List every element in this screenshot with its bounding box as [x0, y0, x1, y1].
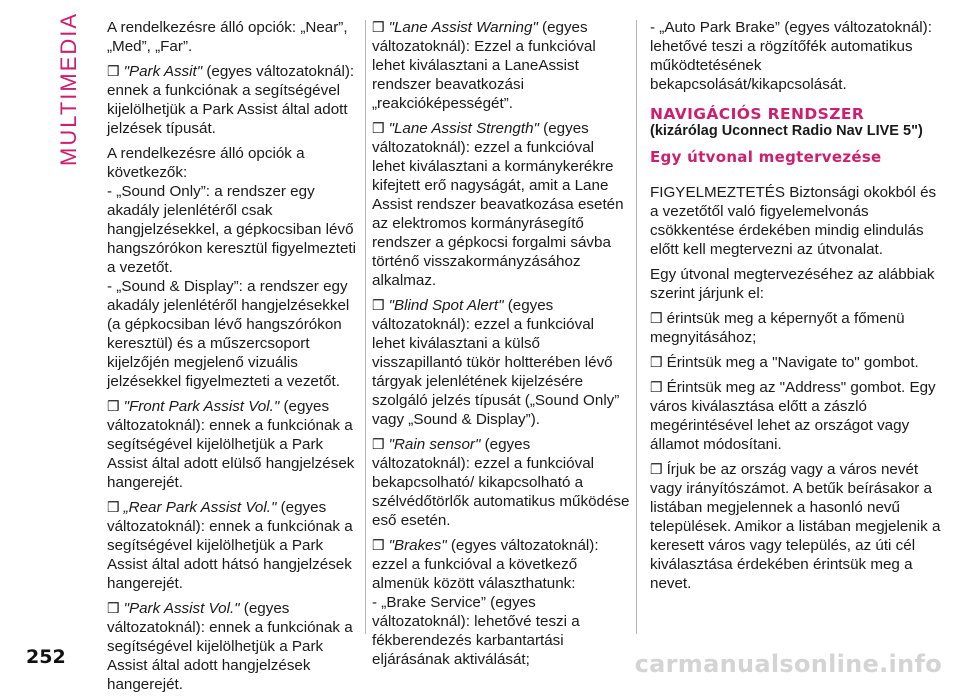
paragraph: Egy útvonal megtervezéséhez az alábbiak szerint járjunk el:: [650, 266, 935, 302]
step-text: Érintsük meg az "Address" gombot. Egy város kiválasztása előtt a zászló megérintésével lehet az országot vagy államot módosítani.: [650, 379, 936, 453]
step-item: [650, 353, 946, 372]
option-lane-assist-strength: [372, 119, 630, 290]
checkbox-bullet-icon: ❒: [372, 537, 385, 553]
column-2: [372, 18, 630, 675]
option-brakes: [372, 536, 630, 593]
section-side-tab: MULTIMEDIA: [56, 11, 81, 166]
checkbox-bullet-icon: ❒: [107, 499, 120, 515]
option-label: "Lane Assist Strength": [388, 120, 539, 137]
paragraph: - „Sound & Display”: a rendszer egy akadály jelenlétéről hangjelzésekkel (a gépkocsiban lévő hangszórókon keresztül) és a műszercsoport kijelzőjén megjelenő vizuális jelzésekkel figyelmezteti a vezetőt.: [107, 278, 350, 390]
column-divider-1: [365, 20, 366, 634]
checkbox-bullet-icon: ❒: [107, 398, 120, 414]
option-description: (egyes változatoknál): ezzel a funkcióval lehet kiválasztani a kormánykerékre kifejtett erő nagyságát, amit a Lane Assist rendszer beavatkozása esetén az elektromos kormányrásegítő rendszer a gépkocsi forgalmi sávba történő visszakormányzásához alkalmaz.: [372, 120, 624, 289]
option-label: "Blind Spot Alert": [388, 297, 504, 314]
page-number: 252: [26, 646, 66, 668]
paragraph: - „Sound Only”: a rendszer egy akadály jelenlétéről csak hangjelzésekkel, a gépkocsiban lévő hangszórókon keresztül figyelmezteti a vezetőt.: [107, 183, 357, 276]
step-text: Érintsük meg a "Navigate to" gombot.: [666, 354, 919, 371]
checkbox-bullet-icon: ❒: [372, 436, 385, 452]
option-description: (egyes változatoknál): ennek a funkciónak a segítségével kijelölhetjük a Park Assist által adott jelzések típusát.: [107, 63, 355, 137]
option-description: (egyes változatoknál): ezzel a funkcióval bekapcsolható/ kikapcsolható a szélvédőtörlők automatikus működése eső esetén.: [372, 436, 630, 529]
option-label: "Lane Assist Warning": [388, 19, 538, 36]
option-lane-assist-warning: [372, 18, 630, 113]
checkbox-bullet-icon: ❒: [372, 120, 385, 136]
checkbox-bullet-icon: ❒: [650, 354, 663, 370]
paragraph: A rendelkezésre álló opciók a következők:: [107, 145, 305, 181]
option-rear-park-assist-vol: [107, 498, 359, 593]
column-1: [107, 18, 359, 700]
option-park-assist-vol: [107, 599, 359, 694]
paragraph: - „Brake Service” (egyes változatoknál): lehetővé teszi a fékberendezés karbantartási eljárásának aktiválását;: [372, 594, 580, 668]
option-front-park-assist-vol: [107, 397, 359, 492]
warning-paragraph: FIGYELMEZTETÉS Biztonsági okokból és a vezetőtől való figyelemelvonás csökkentése érdekében mindig elindulás előtt kell megtervezni az útvonalat.: [650, 184, 937, 258]
checkbox-bullet-icon: ❒: [372, 19, 385, 35]
checkbox-bullet-icon: ❒: [650, 379, 663, 395]
checkbox-bullet-icon: ❒: [107, 63, 120, 79]
column-divider-2: [636, 20, 637, 634]
section-heading-navigation: NAVIGÁCIÓS RENDSZER: [650, 105, 865, 123]
step-item: [650, 309, 946, 347]
option-description: (egyes változatoknál): ezzel a funkcióval a következő almenük között választhatunk:: [372, 537, 599, 592]
step-text: Írjuk be az ország vagy a város nevét vagy irányítószámot. A betűk beírásakor a listában megjelennek a hasonló nevű települések. Amikor a listában megjelenik a keresett város vagy település, az úti cél kiválasztása érdekében érintsük meg a nevet.: [650, 461, 941, 592]
option-label: "Rain sensor": [388, 436, 481, 453]
watermark-text: carmanualsonline.info: [634, 650, 942, 678]
option-description: (egyes változatoknál): ennek a funkciónak a segítségével kijelölhetjük a Park Assist által adott elülső hangjelzések hangerejét.: [107, 398, 355, 491]
option-rain-sensor: [372, 435, 630, 530]
paragraph: A rendelkezésre álló opciók: „Near”, „Med”, „Far”.: [107, 19, 348, 55]
option-label: "Brakes": [388, 537, 447, 554]
step-item: [650, 460, 946, 593]
checkbox-bullet-icon: ❒: [372, 297, 385, 313]
checkbox-bullet-icon: ❒: [650, 461, 663, 477]
option-description: (egyes változatoknál): Ezzel a funkcióval lehet kiválasztani a LaneAssist rendszer beavatkozási „reakcióképességét”.: [372, 19, 596, 112]
checkbox-bullet-icon: ❒: [107, 600, 120, 616]
option-description: (egyes változatoknál): ezzel a funkcióval lehet kiválasztani a külső visszapillantó tükör holtterében lévő tárgyak jelenlétének kijelzésére szolgáló jelzés típusát („Sound Only” vagy „Sound & Display”).: [372, 297, 620, 428]
paragraph: - „Auto Park Brake” (egyes változatoknál): lehetővé teszi a rögzítőfék automatikus működtetésének bekapcsolását/kikapcsolását.: [650, 19, 932, 93]
section-subheading: (kizárólag Uconnect Radio Nav LIVE 5"): [650, 123, 923, 139]
option-description: (egyes változatoknál): ennek a funkciónak a segítségével kijelölhetjük a Park Assist által adott hátsó hangjelzések hangerejét.: [107, 499, 353, 592]
step-item: [650, 378, 946, 454]
option-label: "Front Park Assist Vol.": [123, 398, 280, 415]
option-label: „Rear Park Assist Vol.": [123, 499, 277, 516]
option-label: "Park Assit": [123, 63, 203, 80]
step-text: érintsük meg a képernyőt a főmenü megnyitásához;: [650, 310, 905, 346]
option-description: (egyes változatoknál): ennek a funkciónak a segítségével kijelölhetjük a Park Assist által adott hangjelzések hangerejét.: [107, 600, 353, 693]
option-park-assit: [107, 62, 359, 138]
subsection-heading-route: Egy útvonal megtervezése: [650, 148, 882, 166]
checkbox-bullet-icon: ❒: [650, 310, 663, 326]
option-blind-spot-alert: [372, 296, 630, 429]
option-label: "Park Assist Vol.": [123, 600, 240, 617]
column-3: [650, 18, 946, 599]
